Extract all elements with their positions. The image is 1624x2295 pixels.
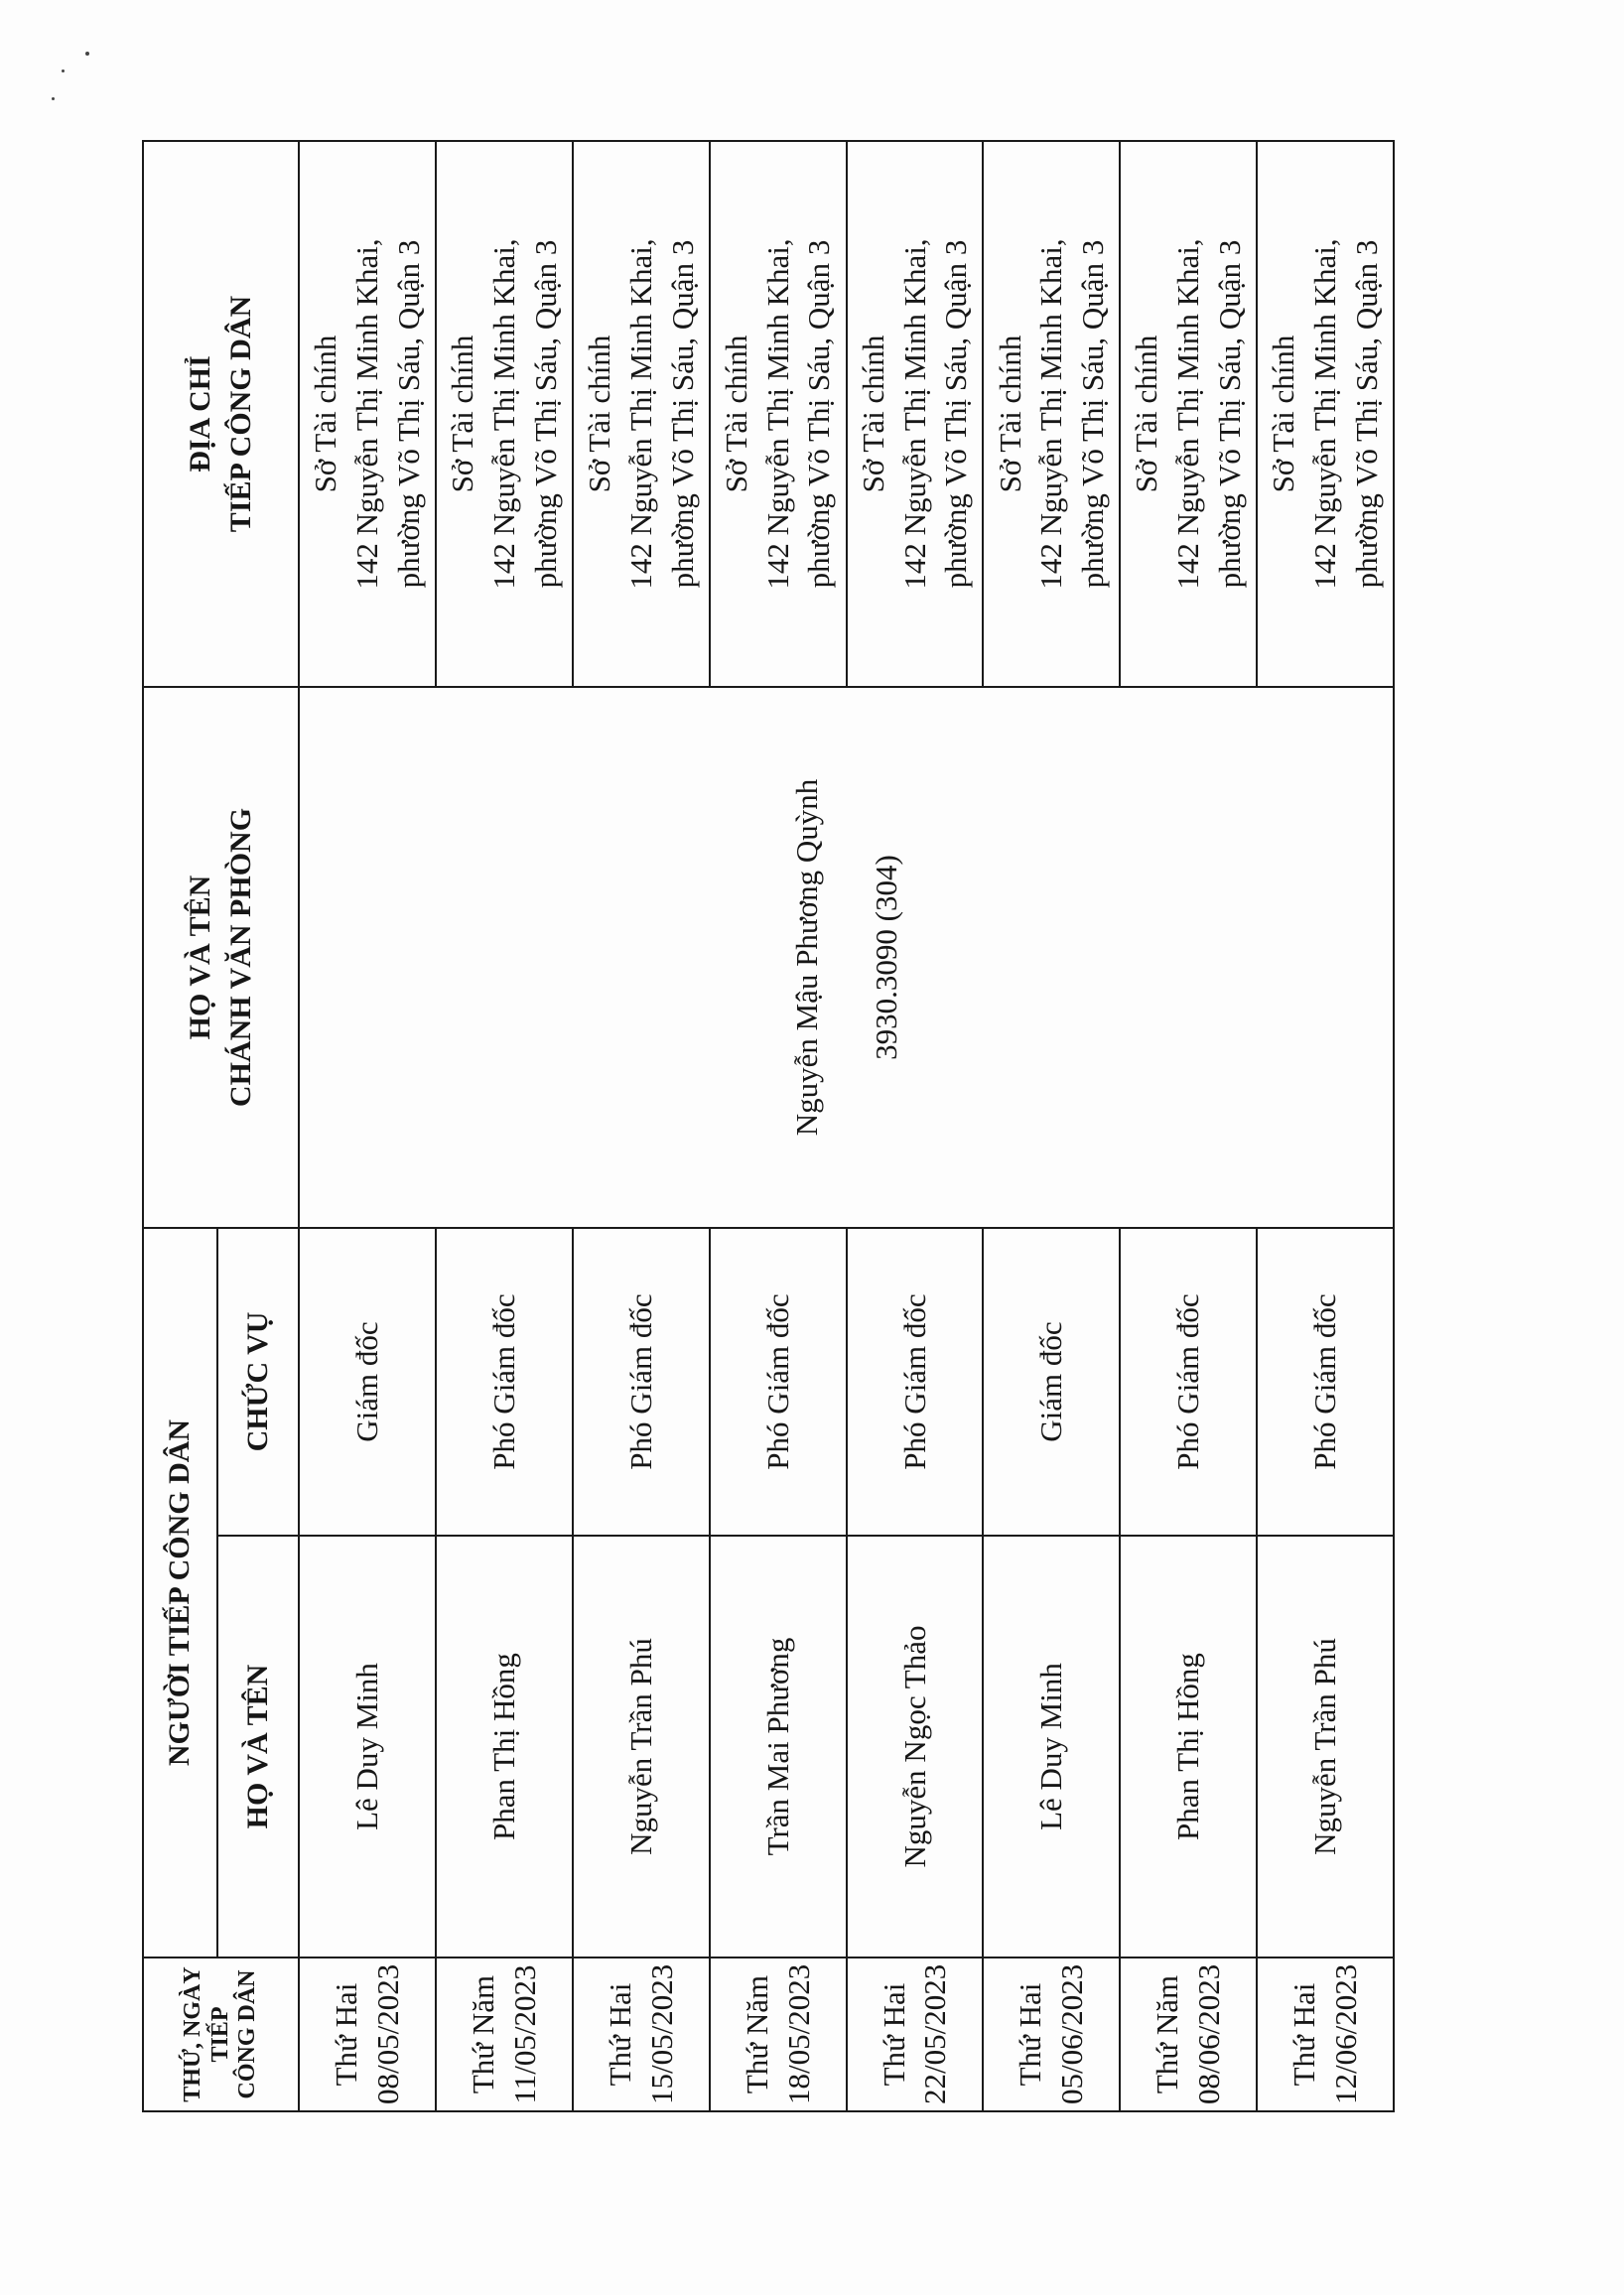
- scan-speck: [52, 97, 55, 100]
- office-chief-column-header: HỌ VÀ TÊN CHÁNH VĂN PHÒNG: [143, 687, 299, 1228]
- date-text: 15/05/2023: [643, 1963, 679, 2104]
- address-cell: [847, 141, 984, 687]
- address-line: phường Võ Thị Sáu, Quận 3: [801, 239, 837, 589]
- reception-schedule-table: [142, 140, 1395, 2112]
- date-text: 05/06/2023: [1054, 1963, 1090, 2104]
- address-line: phường Võ Thị Sáu, Quận 3: [1348, 239, 1384, 589]
- date-text: 08/06/2023: [1191, 1963, 1227, 2104]
- address-line: 142 Nguyễn Thị Minh Khai,: [1170, 238, 1206, 590]
- scan-speck: [62, 69, 65, 72]
- address-line: 142 Nguyễn Thị Minh Khai,: [896, 238, 932, 590]
- address-cell: [573, 141, 710, 687]
- address-cell: [1257, 141, 1394, 687]
- address-line: phường Võ Thị Sáu, Quận 3: [390, 239, 426, 589]
- receiver-name-cell: Nguyễn Trần Phú: [1257, 1536, 1394, 1958]
- receiver-name-cell: Phan Thị Hồng: [436, 1536, 573, 1958]
- position-column-header: CHỨC VỤ: [217, 1228, 299, 1536]
- address-cell: [983, 141, 1120, 687]
- position-cell: Giám đốc: [983, 1228, 1120, 1536]
- rotated-table-wrapper: [142, 142, 1395, 2112]
- receiver-name-cell: Phan Thị Hồng: [1120, 1536, 1257, 1958]
- weekday-text: Thứ Hai: [1013, 1982, 1048, 2087]
- address-line: phường Võ Thị Sáu, Quận 3: [527, 239, 563, 589]
- name-column-header: HỌ VÀ TÊN: [217, 1536, 299, 1958]
- weekday-text: Thứ Hai: [602, 1982, 637, 2087]
- table-row: [299, 141, 436, 2111]
- weekday-text: Thứ Hai: [1286, 1982, 1322, 2087]
- address-line: phường Võ Thị Sáu, Quận 3: [1075, 239, 1111, 589]
- address-cell: [299, 141, 436, 687]
- address-line: 142 Nguyễn Thị Minh Khai,: [485, 238, 521, 590]
- position-cell: Phó Giám đốc: [1257, 1228, 1394, 1536]
- position-cell: Phó Giám đốc: [710, 1228, 847, 1536]
- date-cell: [1120, 1958, 1257, 2111]
- address-column-header: ĐỊA CHỈ TIẾP CÔNG DÂN: [143, 141, 299, 687]
- address-line: Sở Tài chính: [445, 335, 480, 493]
- address-line: 142 Nguyễn Thị Minh Khai,: [622, 238, 658, 590]
- receiver-name-cell: Nguyễn Trần Phú: [573, 1536, 710, 1958]
- receiver-name-cell: Nguyễn Ngọc Thảo: [847, 1536, 984, 1958]
- date-cell: [1257, 1958, 1394, 2111]
- date-text: 11/05/2023: [506, 1964, 542, 2104]
- office-chief-cell: [299, 687, 1394, 1228]
- receiver-name-cell: Lê Duy Minh: [983, 1536, 1120, 1958]
- position-cell: Phó Giám đốc: [573, 1228, 710, 1536]
- office-chief-name: Nguyễn Mậu Phương Quỳnh: [788, 778, 824, 1137]
- weekday-text: Thứ Hai: [876, 1982, 911, 2087]
- address-line: 142 Nguyễn Thị Minh Khai,: [349, 238, 385, 590]
- address-line: 142 Nguyễn Thị Minh Khai,: [759, 238, 795, 590]
- office-chief-phone: 3930.3090 (304): [868, 855, 903, 1060]
- address-line: Sở Tài chính: [308, 335, 343, 493]
- address-line: Sở Tài chính: [718, 335, 753, 493]
- position-cell: Phó Giám đốc: [847, 1228, 984, 1536]
- date-column-header: THỨ, NGÀY TIẾP CÔNG DÂN: [143, 1958, 299, 2111]
- position-cell: Phó Giám đốc: [436, 1228, 573, 1536]
- date-cell: [299, 1958, 436, 2111]
- address-line: Sở Tài chính: [581, 335, 616, 493]
- date-cell: [710, 1958, 847, 2111]
- date-text: 18/05/2023: [780, 1963, 816, 2104]
- weekday-text: Thứ Năm: [1150, 1974, 1185, 2094]
- address-line: 142 Nguyễn Thị Minh Khai,: [1033, 238, 1069, 590]
- address-line: phường Võ Thị Sáu, Quận 3: [1212, 239, 1248, 589]
- address-cell: [710, 141, 847, 687]
- date-text: 08/05/2023: [369, 1963, 405, 2104]
- position-cell: Phó Giám đốc: [1120, 1228, 1257, 1536]
- weekday-text: Thứ Năm: [465, 1974, 500, 2094]
- address-line: Sở Tài chính: [1266, 335, 1301, 493]
- receiver-group-header: NGƯỜI TIẾP CÔNG DÂN: [143, 1228, 217, 1958]
- receiver-name-cell: Trần Mai Phương: [710, 1536, 847, 1958]
- weekday-text: Thứ Hai: [329, 1982, 364, 2087]
- address-cell: [436, 141, 573, 687]
- date-text: 12/06/2023: [1328, 1963, 1364, 2104]
- date-cell: [847, 1958, 984, 2111]
- address-cell: [1120, 141, 1257, 687]
- date-cell: [983, 1958, 1120, 2111]
- position-cell: Giám đốc: [299, 1228, 436, 1536]
- date-cell: [436, 1958, 573, 2111]
- address-line: Sở Tài chính: [855, 335, 890, 493]
- address-line: Sở Tài chính: [992, 335, 1027, 493]
- date-text: 22/05/2023: [917, 1963, 953, 2104]
- weekday-text: Thứ Năm: [739, 1974, 774, 2094]
- receiver-name-cell: Lê Duy Minh: [299, 1536, 436, 1958]
- scan-speck: [85, 52, 89, 56]
- address-line: 142 Nguyễn Thị Minh Khai,: [1307, 238, 1343, 590]
- address-line: phường Võ Thị Sáu, Quận 3: [938, 239, 974, 589]
- address-line: Sở Tài chính: [1129, 335, 1164, 493]
- address-line: phường Võ Thị Sáu, Quận 3: [664, 239, 700, 589]
- date-cell: [573, 1958, 710, 2111]
